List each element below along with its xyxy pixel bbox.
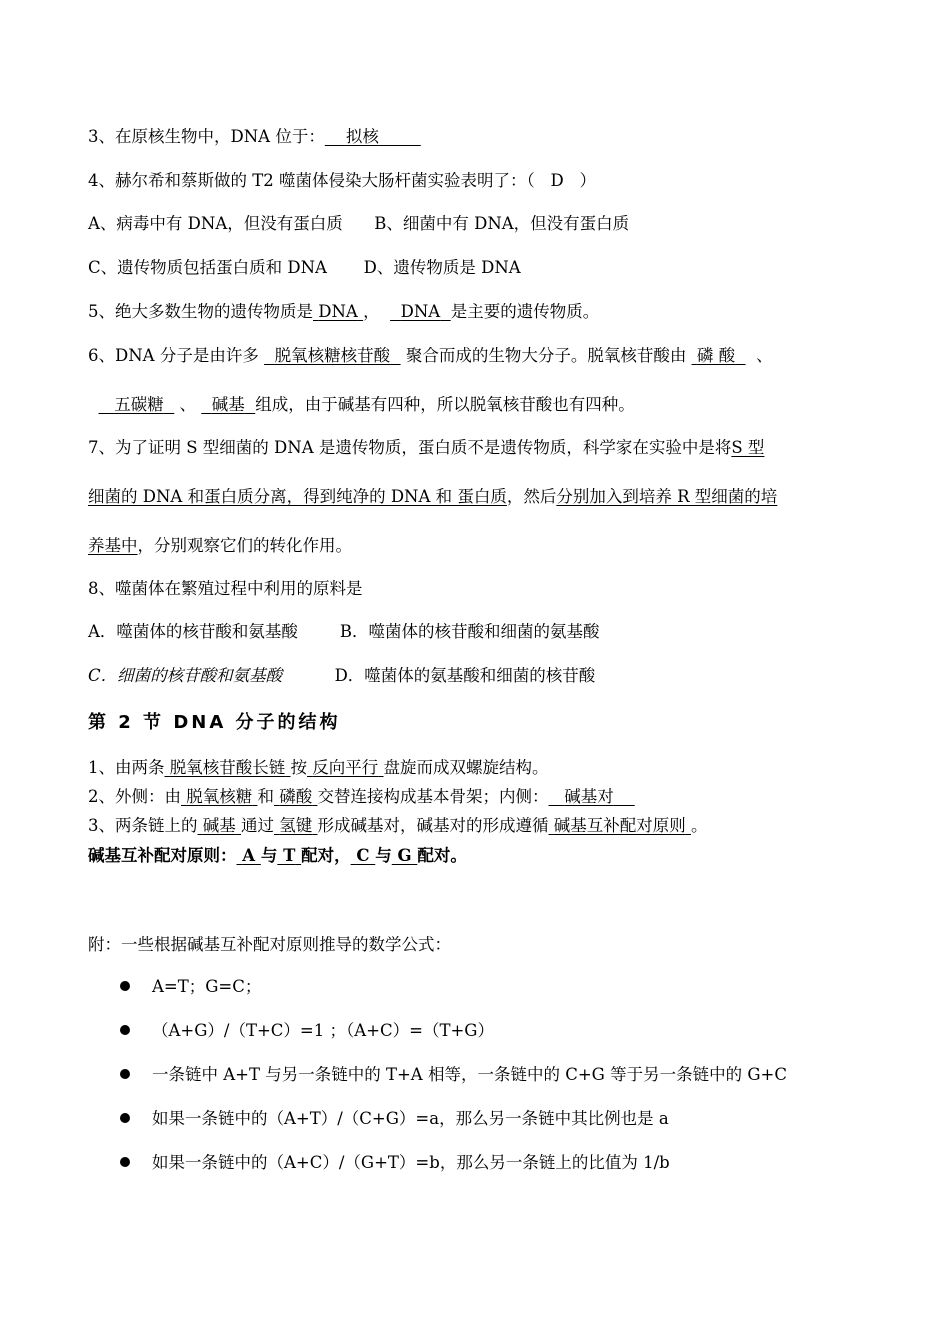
bullet-icon (120, 1025, 130, 1035)
answer-blank: 拟核 (345, 127, 379, 146)
answer: D (550, 171, 564, 190)
question-6-line-2: 五碳糖 、 碱基 组成，由于碱基有四种，所以脱氧核苷酸也有四种。 (114, 395, 635, 414)
structure-line-2: 2、外侧：由 脱氧核糖 和 磷酸 交替连接构成基本骨架；内侧： 碱基对 (88, 787, 614, 806)
question-4-options-cd: C、遗传物质包括蛋白质和 DNA D、遗传物质是 DNA (88, 258, 521, 277)
bullet-icon (120, 981, 130, 991)
question-4-options-ab: A、病毒中有 DNA，但没有蛋白质 B、细菌中有 DNA，但没有蛋白质 (88, 214, 630, 233)
question-7-line-3: 养基中，分别观察它们的转化作用。 (88, 536, 352, 555)
question-7-line-1: 7、为了证明 S 型细菌的 DNA 是遗传物质，蛋白质不是遗传物质，科学家在实验中是将S 型 (88, 438, 765, 457)
structure-line-4: 碱基互补配对原则： A 与 T 配对， C 与 G 配对。 (88, 846, 467, 865)
question-5: 5、绝大多数生物的遗传物质是 DNA ， DNA 是主要的遗传物质。 (88, 302, 600, 321)
formula-item: 如果一条链中的（A+T）/（C+G）=a，那么另一条链中其比例也是 a (120, 1108, 669, 1130)
question-8-options-ab: A．噬菌体的核苷酸和氨基酸 B．噬菌体的核苷酸和细菌的氨基酸 (88, 622, 600, 641)
formula-item: 如果一条链中的（A+C）/（G+T）=b，那么另一条链上的比值为 1/b (120, 1152, 670, 1174)
question-3: 3、在原核生物中，DNA 位于： 拟核 (88, 126, 421, 148)
formula-item: 一条链中 A+T 与另一条链中的 T+A 相等，一条链中的 C+G 等于另一条链中的 G+C (120, 1064, 787, 1086)
structure-line-3: 3、两条链上的 碱基 通过 氢键 形成碱基对，碱基对的形成遵循 碱基互补配对原则 。 (88, 816, 708, 835)
question-4: 4、赫尔希和蔡斯做的 T2 噬菌体侵染大肠杆菌实验表明了：（ D ） (88, 171, 596, 190)
question-8-options-cd: C．细菌的核苷酸和氨基酸 D．噬菌体的氨基酸和细菌的核苷酸 (88, 666, 596, 685)
structure-line-1: 1、由两条 脱氧核苷酸长链 按 反向平行 盘旋而成双螺旋结构。 (88, 758, 549, 777)
bullet-icon (120, 1069, 130, 1079)
formula-item: （A+G）/（T+C）=1 ；（A+C）=（T+G） (120, 1020, 494, 1042)
question-6-line-1: 6、DNA 分子是由许多 脱氧核糖核苷酸 聚合而成的生物大分子。脱氧核苷酸由 磷 酸 、 (88, 346, 773, 365)
question-7-line-2: 细菌的 DNA 和蛋白质分离，得到纯净的 DNA 和 蛋白质，然后分别加入到培养 R 型细菌的培 (88, 487, 778, 506)
question-8: 8、噬菌体在繁殖过程中利用的原料是 (88, 579, 363, 598)
formula-item: A=T；G=C； (120, 976, 261, 998)
appendix-intro: 附：一些根据碱基互补配对原则推导的数学公式： (88, 935, 451, 954)
section-heading: 第 2 节 DNA 分子的结构 (88, 712, 341, 733)
bullet-icon (120, 1113, 130, 1123)
bullet-icon (120, 1157, 130, 1167)
